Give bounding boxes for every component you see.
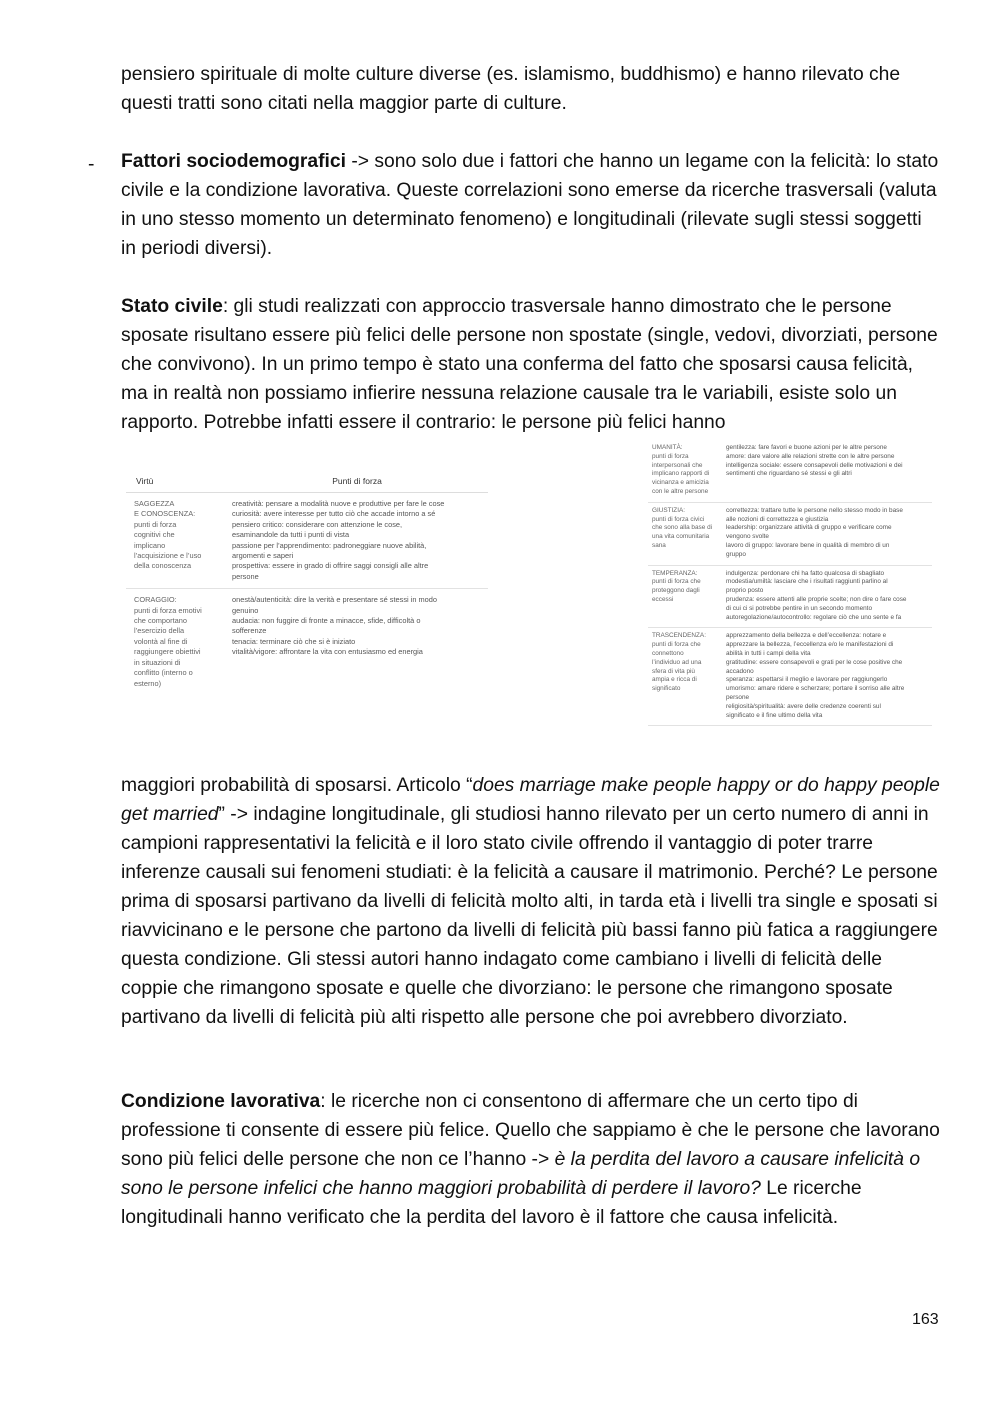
research-question: è la perdita del lavoro a causare infelicità o sono le persone infelici che hanno maggiori probabilità di perdere il lavoro? [121,1149,921,1199]
strengths-cell: indulgenza: perdonare chi ha fatto qualcosa di sbagliato modestia/umiltà: lasciare che i risultati raggiunti parlino al proprio posto prudenza: essere attenti alle proprie scelte; non dire o fare cose di cui ci si potrebbe pentire in un secondo momento autoregolazione/autocontrollo: regolare ciò che uno sente e fa [726,569,907,621]
paragraph-intro-text: pensiero spirituale di molte culture diverse (es. islamismo, buddhismo) e hanno rilevato che questi tratti sono citati nella maggior parte di culture. [121,64,901,114]
article-title: does marriage make people happy or do happy people get married [121,775,940,825]
strengths-cell: onestà/autenticità: dire la verità e presentare sé stessi in modo genuino audacia: non fuggire di fronte a minacce, sfide, difficoltà o sofferenze tenacia: terminare ciò che si è iniziato vitalità/vigore: affrontare la vita con entusiasmo ed energia [232,595,437,657]
virtue-cell: CORAGGIO: punti di forza emotivi che comportano l’esercizio della volontà al fine di raggiungere obiettivi in situazioni di conflitto (interno o esterno) [134,595,202,688]
virtue-cell: TEMPERANZA: punti di forza che proteggono dagli eccessi [652,569,701,603]
paragraph-work-condition [121,1087,941,1232]
paragraph-work-condition-text-b: Le ricerche longitudinali hanno verificato che la perdita del lavoro è il fattore che causa infelicità. [121,1178,862,1228]
table-row [126,493,488,589]
page-number: 163 [912,1311,939,1328]
strengths-cell: creatività: pensare a modalità nuove e produttive per fare le cose curiosità: avere interesse per tutto ciò che accade intorno a sé pensiero critico: considerare con attenzione le cose, esaminandole da tutti i punti di vista passione per l’apprendimento: padroneggiare nuove abilità, argomenti e saperi prospettiva: essere in grado di offrire saggi consigli alle altre persone [232,499,445,581]
virtues-table-1 [126,472,488,695]
table-row [648,503,932,566]
paragraph-marital-status-text: : gli studi realizzati con approccio trasversale hanno dimostrato che le persone sposate risultano essere più felici delle persone non spostate (single, vedovi, divorziati, persone che convivono). In un primo tempo è stato una conferma del fatto che sposarsi causa felicità, ma in realtà non possiamo infierire nessuna relazione causale tra le variabili, esiste solo un rapporto. Potrebbe infatti essere il contrario: le persone più felici hanno [121,296,938,433]
heading-work-condition: Condizione lavorativa [121,1091,321,1112]
paragraph-marriage-study [121,771,941,1032]
table-row [126,589,488,695]
paragraph-marriage-study-text-a: maggiori probabilità di sposarsi. Articolo “ [121,775,473,796]
header-virtue: Virtù [136,476,154,486]
strengths-cell: correttezza: trattare tutte le persone nello stesso modo in base alle nozioni di correttezza e giustizia leadership: organizzare attività di gruppo e verificare come vengono svolte lavoro di gruppo: lavorare bene in qualità di membro di un gruppo [726,506,903,558]
bullet-dash: - [88,154,95,175]
virtue-cell: UMANITÀ: punti di forza interpersonali che implicano rapporti di vicinanza e amicizia con le altre persone [652,444,710,495]
paragraph-work-condition-text-a: : le ricerche non ci consentono di affermare che un certo tipo di professione ti consente di essere più felice. Quello che sappiamo è che le persone che lavorano sono più felici delle persone che non ce l’hanno -> [121,1091,940,1170]
table-row [648,566,932,629]
virtue-cell: GIUSTIZIA: punti di forza civici che sono alla base di una vita comunitaria sana [652,506,713,549]
heading-marital-status: Stato civile [121,296,223,317]
heading-sociodemographic: Fattori sociodemografici [121,151,346,172]
paragraph-intro [121,60,941,118]
paragraph-sociodemographic-text: -> sono solo due i fattori che hanno un legame con la felicità: lo stato civile e la condizione lavorativa. Queste correlazioni sono emerse da ricerche trasversali (valuta in uno stesso momento un determinato fenomeno) e longitudinali (rilevate sugli stessi soggetti in periodi diversi). [121,151,939,259]
paragraph-sociodemographic [121,147,941,263]
virtues-table-2 [648,440,932,726]
table-header [126,472,488,493]
virtue-cell: SAGGEZZA E CONOSCENZA: punti di forza cognitivi che implicano l’acquisizione e l’uso della conoscenza [134,499,202,571]
table-row [648,440,932,503]
strengths-cell: apprezzamento della bellezza e dell’eccellenza: notare e apprezzare la bellezza, l’eccellenza e/o le manifestazioni di abilità in tutti i campi della vita gratitudine: essere consapevoli e grati per le cose positive che accadono speranza: aspettarsi il meglio e lavorare per raggiungerlo umorismo: amare ridere e scherzare; portare il sorriso alle altre persone religiosità/spiritualità: avere delle credenze coerenti sul significato e il fine ultimo della vita [726,632,905,719]
virtue-cell: TRASCENDENZA: punti di forza che connettono l’individuo ad una sfera di vita più ampia e ricca di significato [652,632,706,693]
paragraph-marriage-study-text-b: ” -> indagine longitudinale, gli studiosi hanno rilevato per un certo numero di anni in campioni rappresentativi la felicità e il loro stato civile offrendo il vantaggio di poter trarre inferenze causali sui fenomeni studiati: è la felicità a causare il matrimonio. Perché? Le persone prima di sposarsi partivano da livelli di felicità molto alti, in tarda età i livelli tra single e sposati si riavvicinano e le persone che partono da livelli di felicità più bassi fanno più fatica a raggiungere questa condizione. Gli stessi autori hanno indagato come cambiano i livelli di felicità delle coppie che rimangono sposate e quelle che divorziano: le persone che rimangono sposate partivano da livelli di felicità più alti rispetto alle persone che poi avrebbero divorziato. [121,804,938,1028]
table-row [648,628,932,726]
header-strengths: Punti di forza [332,476,382,486]
strengths-cell: gentilezza: fare favori e buone azioni per le altre persone amore: dare valore alle relazioni strette con le altre persone intelligenza sociale: essere consapevoli delle motivazioni e dei sentimenti che riguardano sé stessi e gli altri [726,444,903,478]
paragraph-marital-status [121,292,941,437]
